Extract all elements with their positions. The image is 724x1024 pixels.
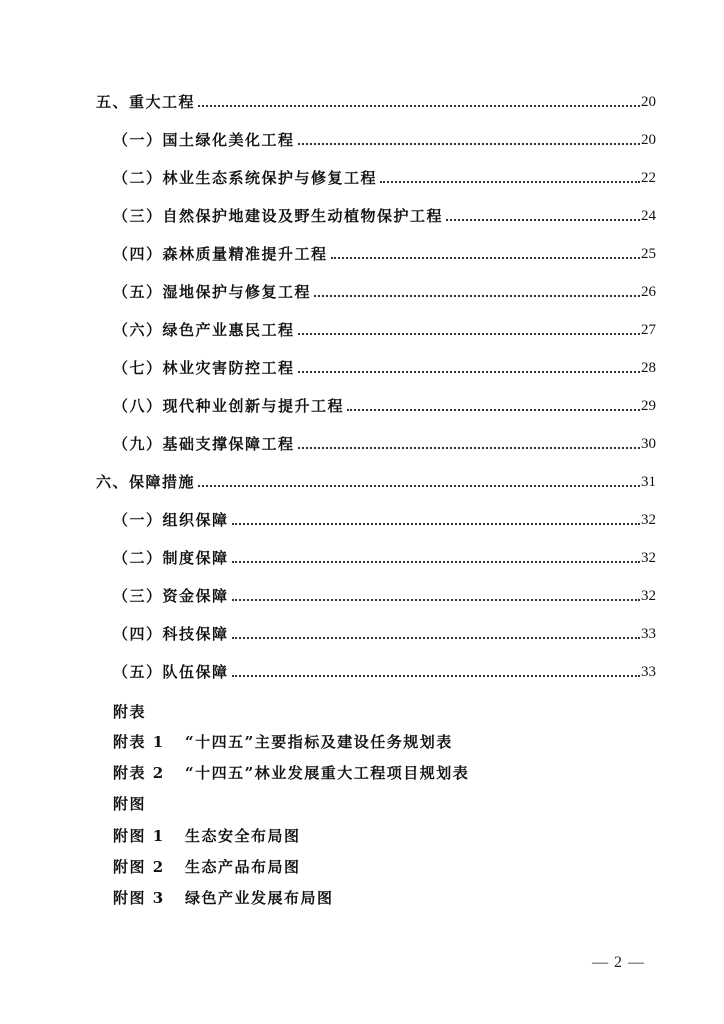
- toc-dot-leader: [298, 332, 640, 335]
- toc-entry-6-4[interactable]: [113, 618, 656, 644]
- toc-dot-leader: [446, 218, 640, 221]
- appendix-code: 附表 2: [113, 764, 165, 782]
- toc-entry-page: 32: [641, 588, 656, 604]
- toc-entry-label: （九）基础支撑保障工程: [113, 435, 295, 453]
- toc-entry-label: （四）科技保障: [113, 625, 229, 643]
- toc-entry-label: （四）森林质量精准提升工程: [113, 245, 328, 263]
- toc-entry-label: （八）现代种业创新与提升工程: [113, 397, 345, 415]
- toc-dot-leader: [298, 446, 640, 449]
- appendix-title: “十四五”主要指标及建设任务规划表: [185, 733, 453, 751]
- appendix-figure-1[interactable]: [113, 826, 301, 846]
- appendix-title: 生态产品布局图: [185, 858, 301, 876]
- appendix-title: “十四五”林业发展重大工程项目规划表: [185, 764, 470, 782]
- toc-dot-leader: [232, 522, 640, 525]
- toc-entry-6-3[interactable]: [113, 580, 656, 606]
- appendix-figures-heading: 附图: [113, 795, 147, 813]
- toc-entry-page: 20: [641, 132, 656, 148]
- toc-entry-page: 22: [641, 170, 656, 186]
- appendix-table-1[interactable]: [113, 732, 453, 752]
- toc-entry-label: 六、保障措施: [96, 473, 196, 491]
- appendix-title: 生态安全布局图: [185, 827, 301, 845]
- toc-dot-leader: [314, 294, 640, 297]
- toc-entry-page: 28: [641, 360, 656, 376]
- toc-entry-section-5[interactable]: [96, 86, 656, 112]
- toc-entry-page: 30: [641, 436, 656, 452]
- toc-entry-label: （二）林业生态系统保护与修复工程: [113, 169, 378, 187]
- toc-entry-6-5[interactable]: [113, 656, 656, 682]
- toc-entry-page: 25: [641, 246, 656, 262]
- toc-dot-leader: [198, 484, 640, 487]
- toc-entry-label: （六）绿色产业惠民工程: [113, 321, 295, 339]
- appendix-code: 附表 1: [113, 733, 165, 751]
- toc-entry-page: 26: [641, 284, 656, 300]
- toc-entry-5-1[interactable]: [113, 124, 656, 150]
- appendix-tables-heading: 附表: [113, 703, 147, 721]
- toc-entry-5-2[interactable]: [113, 162, 656, 188]
- toc-dot-leader: [232, 598, 640, 601]
- toc-entry-page: 32: [641, 512, 656, 528]
- toc-entry-label: （三）资金保障: [113, 587, 229, 605]
- toc-entry-5-6[interactable]: [113, 314, 656, 340]
- toc-entry-label: （二）制度保障: [113, 549, 229, 567]
- toc-entry-page: 33: [641, 664, 656, 680]
- appendix-figure-2[interactable]: [113, 857, 301, 877]
- toc-dot-leader: [232, 560, 640, 563]
- toc-entry-page: 24: [641, 208, 656, 224]
- toc-entry-page: 31: [641, 474, 656, 490]
- toc-dot-leader: [298, 142, 640, 145]
- toc-entry-label: （一）组织保障: [113, 511, 229, 529]
- appendix-code: 附图 3: [113, 889, 165, 907]
- toc-entry-page: 32: [641, 550, 656, 566]
- toc-dot-leader: [347, 408, 640, 411]
- toc-entry-6-1[interactable]: [113, 504, 656, 530]
- appendix-code: 附图 2: [113, 858, 165, 876]
- toc-dot-leader: [232, 636, 640, 639]
- toc-entry-5-3[interactable]: [113, 200, 656, 226]
- appendix-figure-3[interactable]: [113, 888, 334, 908]
- toc-entry-page: 20: [641, 94, 656, 110]
- appendix-code: 附图 1: [113, 827, 165, 845]
- toc-entry-5-7[interactable]: [113, 352, 656, 378]
- toc-entry-label: （五）队伍保障: [113, 663, 229, 681]
- toc-entry-section-6[interactable]: [96, 466, 656, 492]
- toc-entry-label: （七）林业灾害防控工程: [113, 359, 295, 377]
- toc-entry-label: （一）国土绿化美化工程: [113, 131, 295, 149]
- toc-dot-leader: [298, 370, 640, 373]
- appendix-table-2[interactable]: [113, 763, 469, 783]
- toc-entry-5-4[interactable]: [113, 238, 656, 264]
- toc-entry-page: 33: [641, 626, 656, 642]
- toc-dot-leader: [380, 180, 640, 183]
- toc-dot-leader: [331, 256, 640, 259]
- toc-entry-label: 五、重大工程: [96, 93, 196, 111]
- toc-entry-label: （三）自然保护地建设及野生动植物保护工程: [113, 207, 444, 225]
- toc-entry-label: （五）湿地保护与修复工程: [113, 283, 312, 301]
- page-number: — 2 —: [592, 954, 645, 971]
- toc-entry-5-9[interactable]: [113, 428, 656, 454]
- toc-dot-leader: [198, 104, 640, 107]
- toc-entry-5-8[interactable]: [113, 390, 656, 416]
- appendix-title: 绿色产业发展布局图: [185, 889, 334, 907]
- toc-entry-6-2[interactable]: [113, 542, 656, 568]
- toc-entry-page: 27: [641, 322, 656, 338]
- toc-entry-page: 29: [641, 398, 656, 414]
- toc-dot-leader: [232, 674, 640, 677]
- toc-entry-5-5[interactable]: [113, 276, 656, 302]
